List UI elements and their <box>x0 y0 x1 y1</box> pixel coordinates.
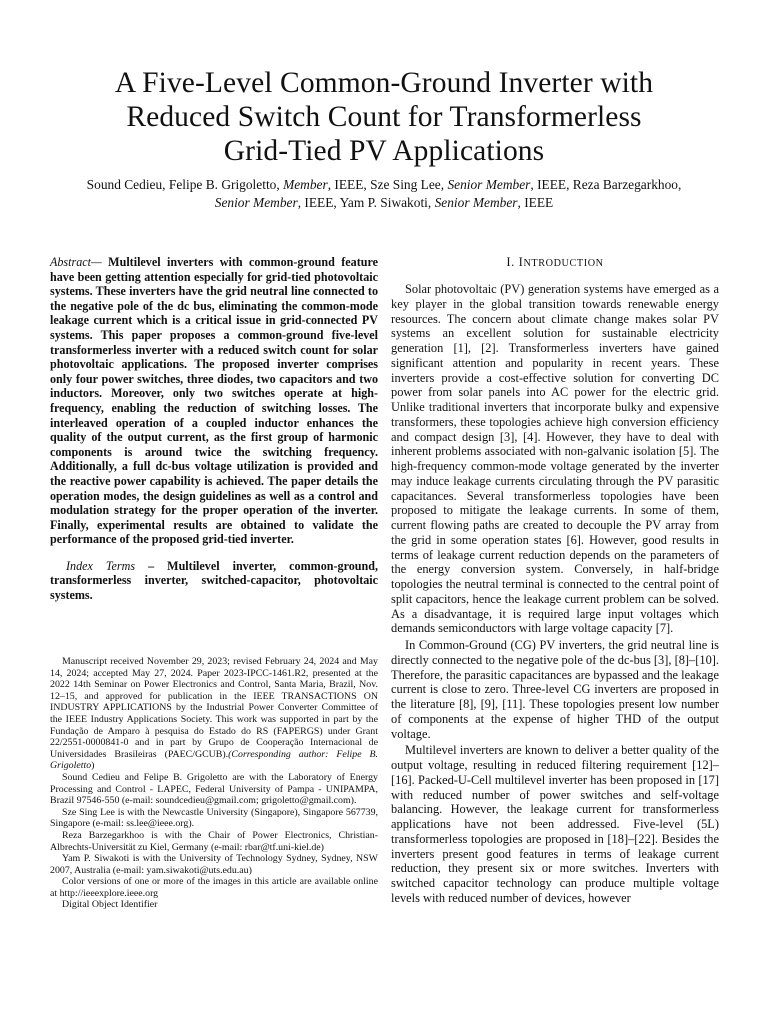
footnote-affiliation-3: Reza Barzegarkhoo is with the Chair of Power Electronics, Christian-Albrechts-Universität zu Kiel, Germany (e-mail: rbar@tf.uni-kiel.de) <box>50 829 378 853</box>
author-grade: Senior Member <box>447 177 531 192</box>
footnote-manuscript <box>50 656 378 772</box>
footnote-doi: Digital Object Identifier <box>62 899 158 911</box>
abstract-text: Multilevel inverters with common-ground feature have been getting attention especially for grid-tied photovoltaic systems. These inverters have the grid neutral line connected to the negative pole of the dc bus, eliminating the common-mode leakage current which is a critical issue in grid-connected PV systems. This paper proposes a common-ground five-level transformerless inverter with a reduced switch count for solar photovoltaic applications. The proposed inverter comprises only four power switches, three diodes, two capacitors and two inductors. Moreover, only two switches operate at high-frequency, enabling the reduction of switching losses. The interleaved operation of a coupled inductor enhances the quality of the output current, as the first group of harmonic components is around twice the switching frequency. Additionally, a full dc-bus voltage utilization is provided and the reactive power capability is achieved. The paper details the operation modes, the design guidelines as well as a control and modulation strategy for the proper operation of the inverter. Finally, experimental results are obtained to validate the performance of the proposed grid-tied inverter. <box>50 255 378 547</box>
title-line-3: Grid-Tied PV Applications <box>223 135 545 167</box>
author-grade: Member <box>283 177 328 192</box>
abstract-label: Abstract— <box>50 255 102 269</box>
paper-title <box>40 66 728 168</box>
author-text: , IEEE, Sze Sing Lee, <box>327 177 448 192</box>
index-terms <box>50 559 378 603</box>
footnote-affiliation-2: Sze Sing Lee is with the Newcastle University (Singapore), Singapore 567739, Singapore (e-mail: ss.lee@ieee.org). <box>50 806 378 830</box>
footnote-affiliation-4: Yam P. Siwakoti is with the University of Technology Sydney, Sydney, NSW 2007, Australia (e-mail: yam.siwakoti@uts.edu.au) <box>50 853 378 876</box>
index-terms-label: Index Terms <box>66 558 136 573</box>
author-text: , IEEE <box>517 194 554 210</box>
author-text: Sound Cedieu, Felipe B. Grigoletto, <box>86 177 284 192</box>
abstract <box>50 255 378 547</box>
footnote-color-versions: Color versions of one or more of the images in this article are available online at http://ieeexplore.ieee.org <box>50 876 378 899</box>
section-heading <box>391 255 719 271</box>
section-numeral: I. I <box>506 255 524 269</box>
corresponding-author: (Corresponding author: Felipe B. Grigoletto <box>50 748 378 772</box>
left-column <box>50 255 378 603</box>
author-line-2 <box>30 194 738 212</box>
author-grade: Senior Member <box>214 194 298 210</box>
footnote-affiliation-1: Sound Cedieu and Felipe B. Grigoletto are with the Laboratory of Energy Processing and Control - LAPEC, Federal University of Pampa - UNIPAMPA, Brazil 97546-550 (e-mail: soundcedieu@gmail.com; grigoletto@gmail.com). <box>50 771 378 807</box>
author-text: , IEEE, Yam P. Siwakoti, <box>297 194 435 210</box>
footnote-text: ) <box>91 760 95 772</box>
author-grade: Senior Member <box>434 194 518 210</box>
title-line-2: Reduced Switch Count for Transformerless <box>126 101 642 133</box>
intro-paragraph-2: In Common-Ground (CG) PV inverters, the grid neutral line is directly connected to the negative pole of the dc-bus [3], [8]–[10]. Therefore, the parasitic capacitances are bypassed and the leakage current is close to zero. Three-level CG inverters are proposed in the literature [8], [9], [11]. These topologies present low number of components at the expense of higher THD of the output voltage. <box>391 638 719 741</box>
section-name: NTRODUCTION <box>523 258 604 269</box>
intro-paragraph-3: Multilevel inverters are known to deliver a better quality of the output voltage, resulting in reduced filtering requirement [12]–[16]. Packed-U-Cell multilevel inverter has been proposed in [17] with reduced number of power switches and self-voltage balancing. However, the leakage current for transformerless applications have not been addressed. Five-level (5L) transformerless topologies are proposed in [18]–[22]. Besides the inverters present good features in terms of leakage current reduction, they present six or more switches. Inverters with switched capacitor technology can produce multiple voltage levels with reduced number of devices, however <box>391 743 719 905</box>
footnotes <box>50 656 378 911</box>
author-text: , IEEE, Reza Barzegarkhoo, <box>530 177 682 192</box>
title-line-1: A Five-Level Common-Ground Inverter with <box>114 67 654 99</box>
right-column <box>391 255 719 906</box>
author-list <box>30 176 738 211</box>
footnote-text: Manuscript received November 29, 2023; revised February 24, 2024 and May 14, 2024; accepted May 27, 2024. Paper 2023-IPCC-1461.R2, presented at the 2022 14th Seminar on Power Electronics and Control, Santa Maria, Brazil, Nov. 12–15, and approved for publication in the IEEE TRANSACTIONS ON INDUSTRY APPLICATIONS by the Industrial Power Converter Committee of the IEEE Industry Applications Society. This work was supported in part by the Fundação de Amparo à pesquisa do Estado do RS (FAPERGS) under Grant 22/2551-0000841-0 and in part by Grupo de Cooperação Internacional de Universidades Brasileiras (PAEC/GCUB). <box>50 656 378 760</box>
intro-paragraph-1: Solar photovoltaic (PV) generation systems have emerged as a key player in the global transition towards renewable energy resources. The concern about climate change makes solar PV systems an excellent solution for sustainable electricity generation [1], [2]. Transformerless inverters have gained significant attention and popularity in recent years. These inverters provide a cost-effective solution for converting DC power from solar panels into AC power for the electric grid. Unlike traditional inverters that incorporate bulky and expensive transformers, these topologies achieve high conversion efficiency and compact design [3], [4]. However, they have to deal with inherent problems associated with non-galvanic isolation [5]. The high-frequency common-mode voltage generated by the inverter may induce leakage currents circulating through the PV parasitic capacitances. Several transformerless topologies have been proposed to mitigate the leakage currents. In some of them, current flowing paths are created to decouple the PV array from the grid in some operation states [6]. However, good results in terms of leakage current reduction depends on the parameters of the energy conversion system. Conversely, in half-bridge topologies the neutral terminal is connected to the central point of split capacitors, hence the leakage current problem can be solved. As a disadvantage, it is required large input voltages which demands semiconductors with large voltage capacity [7]. <box>391 282 719 636</box>
author-line-1 <box>30 176 738 194</box>
index-terms-text: – Multilevel inverter, common-ground, transformerless inverter, switched-capacitor, photovoltaic systems. <box>50 558 378 603</box>
